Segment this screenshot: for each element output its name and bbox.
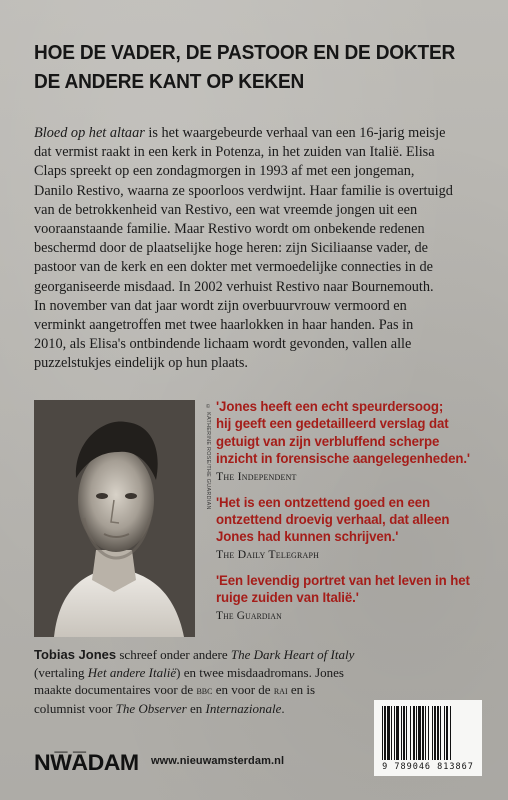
blurb-line: beschermd door de plaatselijke hoge heren: zijn Siciliaanse vader, de: [34, 240, 429, 257]
barcode-stripe: [401, 706, 402, 760]
barcode-stripe: [396, 706, 399, 760]
barcode-stripe: [437, 706, 439, 760]
blurb-line: puzzelstukjes eindelijk op hun plaats.: [34, 355, 249, 372]
quote-source: The Independent: [216, 468, 297, 483]
blurb-line: In november van dat jaar wordt zijn overbuurvrouw vermoord en: [34, 297, 407, 314]
barcode-stripe: [444, 706, 445, 760]
quote-source: The Daily Telegraph: [216, 546, 320, 561]
blurb-line: verminkt aangetroffen met twee haarlokken in haar handen. Pas in: [34, 317, 414, 334]
author-bio: Tobias Jones schreef onder andere The Dark Heart of Italy (vertaling Het andere Italië) en twee misdaadromans. Jones maakte documentaires voor de bbc en voor de rai en is columnist voor The Observer en Internazionale.: [34, 647, 355, 716]
quote-source: The Guardian: [216, 607, 282, 622]
barcode-stripe: [387, 706, 390, 760]
barcode-stripe: [440, 706, 441, 760]
headline-line-2: DE ANDERE KANT OP KEKEN: [34, 70, 305, 93]
barcode-stripe: [413, 706, 415, 760]
barcode-stripe: [434, 706, 436, 760]
book-title: Bloed op het altaar: [34, 125, 145, 141]
barcode: [374, 700, 482, 776]
isbn-number: 9 789046 813867: [382, 762, 474, 772]
quote-line: 'Jones heeft een echt speurdersoog;: [216, 399, 444, 414]
barcode-stripe: [382, 706, 383, 760]
blurb-line: Bloed op het altaar is het waargebeurde verhaal van een 16-jarig meisje: [34, 125, 446, 141]
barcode-stripe: [391, 706, 392, 760]
barcode-stripe: [406, 706, 407, 760]
publisher-logo: NW̅A̅DAM: [34, 750, 139, 775]
barcode-stripe: [410, 706, 411, 760]
review-quote: [216, 398, 488, 484]
headline-line-1: HOE DE VADER, DE PASTOOR EN DE DOKTER: [34, 41, 456, 64]
barcode-stripe: [418, 706, 421, 760]
quote-line: hij geeft een gedetailleerd verslag dat: [216, 416, 449, 432]
barcode-stripe: [450, 706, 451, 760]
blurb-line: georganiseerde misdaad. In 2002 verhuist Restivo naar Bournemouth.: [34, 278, 434, 295]
review-quote: [216, 494, 488, 562]
author-portrait-icon: [34, 400, 195, 637]
barcode-stripe: [394, 706, 395, 760]
quote-line: 'Een levendig portret van het leven in het: [216, 572, 470, 588]
blurb-line: pastoor van de kerk en een dokter met vermoedelijke connecties in de: [34, 259, 433, 276]
back-cover-headline: [34, 38, 456, 96]
barcode-stripe: [403, 706, 405, 760]
blurb-line: vooraanstaande familie. Maar Restivo wordt om onbekende redenen: [34, 221, 425, 238]
barcode-stripe: [425, 706, 426, 760]
blurb-line: Claps spreekt op een zondagmorgen in 1993 af met een jongeman,: [34, 163, 415, 180]
review-quote: [216, 572, 488, 624]
publisher-url: www.nieuwamsterdam.nl: [151, 755, 285, 767]
barcode-stripe: [428, 706, 429, 760]
barcode-stripe: [384, 706, 386, 760]
quote-line: ruige zuiden van Italië.' The Guardian: [216, 589, 477, 624]
book-blurb: [34, 124, 486, 374]
barcode-stripe: [446, 706, 448, 760]
author-photo: [34, 400, 195, 637]
barcode-icon: [380, 706, 476, 760]
quote-line: inzicht in forensische aangelegenheden.': [216, 451, 470, 467]
review-quotes: [216, 398, 488, 634]
quote-line: ontzettend droevig verhaal, dat alleen: [216, 512, 450, 528]
blurb-line: Danilo Restivo, waarna ze spoorloos verdwijnt. Haar familie is overtuigd: [34, 182, 453, 199]
blurb-line: 2010, als Elisa's ontbindende lichaam wordt gevonden, vallen alle: [34, 336, 412, 353]
author-name: Tobias Jones: [34, 647, 117, 662]
quote-line: getuigt van zijn verbluffend scherpe: [216, 433, 440, 449]
blurb-line: dat vermist raakt in een kerk in Potenza, in het zuiden van Italië. Elisa: [34, 144, 435, 161]
quote-line: 'Het is een ontzettend goed en een: [216, 494, 431, 510]
blurb-line: van de betrokkenheid van Restivo, een wat vreemde jongen uit een: [34, 201, 418, 218]
book-title: The Dark Heart of Italy: [230, 647, 355, 662]
quote-line: Jones had kunnen schrijven.': [216, 529, 399, 545]
barcode-stripe: [422, 706, 424, 760]
barcode-stripe: [416, 706, 417, 760]
book-title: Het andere Italië: [87, 664, 177, 680]
barcode-stripe: [432, 706, 433, 760]
photo-credit: © KATHERINE ROSE/THE GUARDIAN: [205, 404, 211, 510]
